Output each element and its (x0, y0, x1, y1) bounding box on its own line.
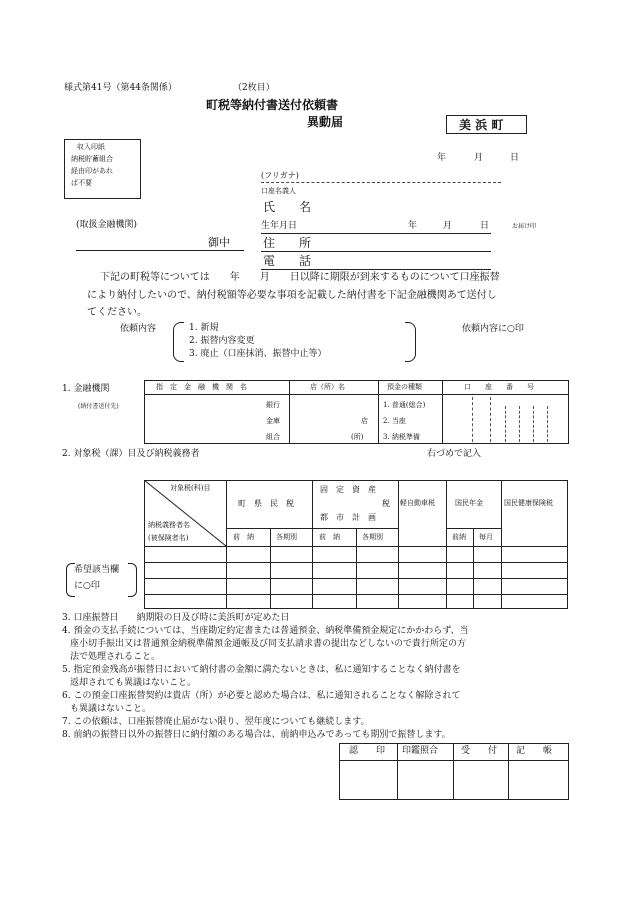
col-account-number: 口 座 番 号 (464, 383, 534, 391)
tax-head-city-planning: 都 市 計 画 (320, 513, 376, 522)
corner-bottom-label-2: (被保険者名) (148, 534, 189, 542)
intro-line-2: により納付したいので、納付税額等必要な事項を記載した納付書を下記金融機関あて送付し (87, 290, 497, 301)
tax-head-resident: 町 県 民 税 (238, 499, 294, 508)
sub-head-period-1: 各期別 (276, 533, 297, 541)
revenue-stamp-box (64, 139, 141, 199)
note-7: 7. この依頼は、口座振替廃止届がない限り、翌年度についても継続します。 (62, 717, 370, 727)
holder-label: 口座名義人 (261, 187, 296, 195)
intro-line-3: てください。 (87, 307, 147, 318)
date-day-label: 日 (510, 153, 520, 163)
section1-subtitle: (納付書送付先) (78, 403, 119, 410)
bank-addressee-line[interactable] (76, 250, 244, 251)
town-box (446, 115, 527, 134)
note-8: 8. 前納の振替日以外の振替日に納付額のある場合は、前納申込みであっても期別で振替します。 (62, 730, 451, 740)
request-bracket-left (173, 322, 184, 362)
form-number: 様式第41号（第44条関係） (64, 83, 177, 93)
form-subtitle: 異動届 (307, 115, 344, 129)
request-note: 依頼内容に○印 (462, 324, 524, 334)
stamp-line-3: 経由印があれ (71, 167, 113, 175)
note-4-line-3: 法で処理されること。 (70, 652, 161, 662)
col-deposit-type: 預金の種類 (387, 383, 422, 391)
deposit-type-3[interactable]: 3. 納税準備 (383, 433, 420, 441)
tax-head-tax: 税 (382, 499, 390, 508)
branch-type-1: 店 (361, 417, 368, 425)
onchu-label: 御中 (208, 236, 230, 249)
request-option-2[interactable]: 2. 振替内容変更 (189, 336, 255, 346)
seal-label: お届け印 (512, 223, 537, 230)
request-option-1[interactable]: 1. 新規 (189, 323, 219, 333)
dob-day: 日 (480, 221, 490, 231)
wish-bracket-right (128, 563, 137, 597)
note-6-line-2: も異議はないこと。 (70, 704, 152, 714)
form-title: 町税等納付書送付依頼書 (206, 98, 339, 112)
sub-head-prepay-2: 前 納 (319, 533, 340, 541)
dob-line[interactable] (261, 233, 491, 234)
processing-seal-check: 印鑑照合 (402, 746, 439, 756)
wish-label-1: 希望該当欄 (74, 565, 120, 575)
bank-type-1: 銀行 (266, 401, 280, 409)
col-bank-name: 指 定 金 融 機 関 名 (156, 383, 247, 391)
corner-bottom-label-1: 納税義務者名 (148, 521, 190, 529)
section2-note: 右づめで記入 (427, 449, 482, 459)
furigana-line[interactable] (261, 182, 501, 183)
sub-head-prepay-1: 前 納 (233, 533, 254, 541)
request-bracket-right (405, 322, 416, 362)
name-label: 氏 名 (263, 200, 312, 214)
stamp-line-2: 納税貯蓄組合 (71, 155, 113, 163)
bank-type-2: 金庫 (266, 417, 280, 425)
note-4-line-2: 座小切手振出又は普通預金納税準備預金通帳及び同支払請求書の提出などしないので貴行所定の方 (70, 639, 467, 649)
processing-reception: 受 付 (461, 746, 498, 756)
sub-head-period-2: 各期別 (362, 533, 383, 541)
section1-title: 1. 金融機関 (62, 384, 110, 394)
dob-month: 月 (443, 221, 453, 231)
note-6-line-1: 6. この預金口座振替契約は貴店（所）が必要と認めた場合は、私に通知されることなく解除されて (62, 691, 461, 701)
date-year-label: 年 (437, 153, 447, 163)
tax-head-light-vehicle: 軽自動車税 (400, 499, 435, 507)
bank-table-header-line (144, 394, 569, 395)
tax-head-fixed-asset: 固 定 資 産 (320, 485, 376, 494)
col-branch-name: 店（所）名 (310, 383, 345, 391)
date-month-label: 月 (474, 153, 484, 163)
note-5-line-1: 5. 指定預金残高が振替日において納付書の金額に満たないときは、私に通知することなく納付書を (62, 665, 461, 675)
branch-type-2: (所) (351, 433, 364, 441)
bank-type-3: 組合 (266, 433, 280, 441)
address-line[interactable] (261, 251, 491, 252)
deposit-type-2[interactable]: 2. 当座 (383, 417, 406, 425)
dob-label: 生年月日 (261, 221, 298, 231)
section2-title: 2. 対象税（課）目及び納税義務者 (62, 449, 200, 459)
processing-seal: 認 印 (349, 746, 386, 756)
intro-line-1: 下記の町税等については 年 月 日以降に期限が到来するものについて口座振替 (100, 272, 500, 283)
request-label: 依頼内容 (120, 324, 157, 334)
processing-entry: 記 帳 (516, 746, 553, 756)
bank-addressee-label: (取扱金融機関) (76, 220, 138, 230)
sub-head-prepay-3: 前納 (452, 533, 466, 541)
phone-label: 電 話 (263, 254, 312, 268)
note-3: 3. 口座振替日 納期限の日及び時に美浜町が定めた日 (62, 613, 290, 623)
dob-year: 年 (408, 221, 418, 231)
phone-line[interactable] (261, 269, 491, 270)
sheet-count: （2枚目） (233, 83, 275, 93)
tax-head-pension: 国民年金 (455, 499, 483, 507)
note-4-line-1: 4. 預金の支払手続については、当座勘定約定書または普通預金、納税準備預金規定にかかわらず、当 (62, 626, 469, 636)
request-option-3[interactable]: 3. 廃止（口座抹消、振替中止等） (189, 349, 327, 359)
tax-head-health-insurance: 国民健康保険税 (504, 499, 553, 507)
deposit-type-1[interactable]: 1. 普通(総合) (383, 401, 426, 409)
furigana-label: (フリガナ) (261, 171, 299, 180)
wish-label-2: に○印 (74, 581, 100, 591)
stamp-line-1: 収入印紙 (77, 143, 105, 151)
stamp-line-4: ば不要 (71, 179, 92, 187)
note-5-line-2: 返却されても異議はないこと。 (70, 678, 197, 688)
address-label: 住 所 (263, 236, 312, 250)
town-name: 美 浜 町 (459, 118, 504, 132)
corner-top-label: 対象税(科)目 (170, 484, 211, 492)
sub-head-monthly: 毎月 (479, 533, 493, 541)
